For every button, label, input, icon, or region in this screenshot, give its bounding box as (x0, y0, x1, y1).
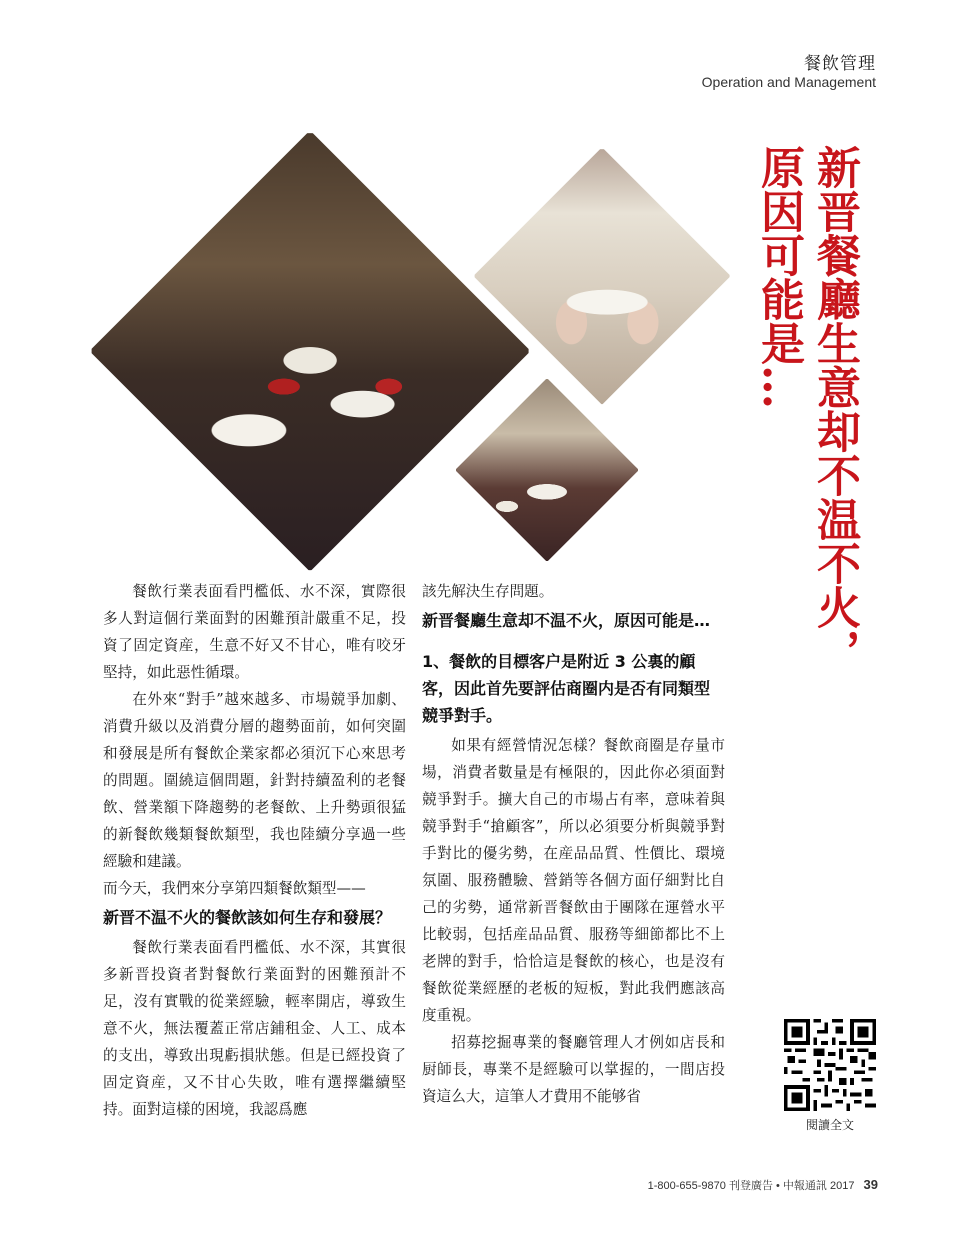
paragraph: 餐飲行業表面看門檻低、水不深，其實很多新晋投資者對餐飲行業面對的困難預計不足，沒有實戰的從業經驗，輕率開店，導致生意不火，無法覆蓋正常店鋪租金、人工、成本的支出，導致出現虧損狀態。但是已經投資了固定資産，又不甘心失敗，唯有選擇繼續堅持。面對這樣的困境，我認爲應 (103, 939, 406, 1118)
qr-code-icon[interactable] (784, 1019, 876, 1111)
subheading: 新晋不温不火的餐飲該如何生存和發展？ (103, 908, 392, 927)
article-title-line-1: 新晋餐廳生意却不温不火， (809, 145, 860, 673)
footer-text: 刊登廣告 • 中報通訊 2017 (728, 1180, 855, 1192)
paragraph: 餐飲行業表面看門檻低、水不深，實際很多人對這個行業面對的困難預計嚴重不足，投資了固定資産，生意不好又不甘心，唯有咬牙堅持，如此惡性循環。 (103, 583, 406, 681)
paragraph: 招募挖掘專業的餐廳管理人才例如店長和厨師長，專業不是經驗可以掌握的，一間店投資這么大，這筆人才費用不能够省 (422, 1034, 725, 1105)
restaurant-dining-hall-photo (89, 130, 530, 571)
qr-label[interactable]: 閱讀全文 (805, 1118, 854, 1132)
subheading: 新晋餐廳生意却不温不火，原因可能是… (422, 611, 711, 630)
footer-phone: 1-800-655-9870 (647, 1180, 726, 1192)
right-column (422, 578, 725, 1110)
paragraph: 如果有經營情況怎樣？餐飲商圈是存量市場，消費者數量是有極限的，因此你必須面對競爭對手。擴大自己的市場占有率，意味着與競爭對手“搶顧客”，所以必須要分析與競爭對手對比的優劣勢，在産品品質、性價比、環境氛圍、服務體驗、營銷等各個方面仔細對比自己的劣勢，通常新晋餐飲由于團隊在運營水平比較弱，包括産品品質、服務等細節都比不上老牌的對手，恰恰這是餐飲的核心，也是沒有餐飲從業經歷的老板的短板，對此我們應該高度重視。 (422, 737, 725, 1024)
subheading: 1、餐飲的目標客户是附近 3 公裏的顧客，因此首先要評估商圈内是否有同類型競爭對手。 (422, 652, 711, 725)
left-column (103, 578, 406, 1123)
paragraph: 在外來“對手”越來越多、市場競爭加劇、消費升級以及消費分層的趨勢面前，如何突圍和發展是所有餐飲企業家都必須沉下心來思考的問題。圍繞這個問題，針對持續盈利的老餐飲、營業額下降趨勢的老餐飲、上升勢頭很猛的新餐飲幾類餐飲類型，我也陸續分享過一些經驗和建議。 (103, 691, 406, 870)
paragraph: 而今天，我們來分享第四類餐飲類型—— (103, 880, 366, 897)
paragraph: 該先解決生存問題。 (422, 583, 554, 600)
section-title-en: Operation and Management (701, 74, 876, 90)
page-number: 39 (863, 1177, 878, 1192)
footer (648, 1177, 878, 1193)
article-title-line-2: 原因可能是… (753, 145, 804, 409)
dining-room-window-photo (455, 378, 639, 562)
section-title-zh: 餐飲管理 (804, 54, 876, 74)
